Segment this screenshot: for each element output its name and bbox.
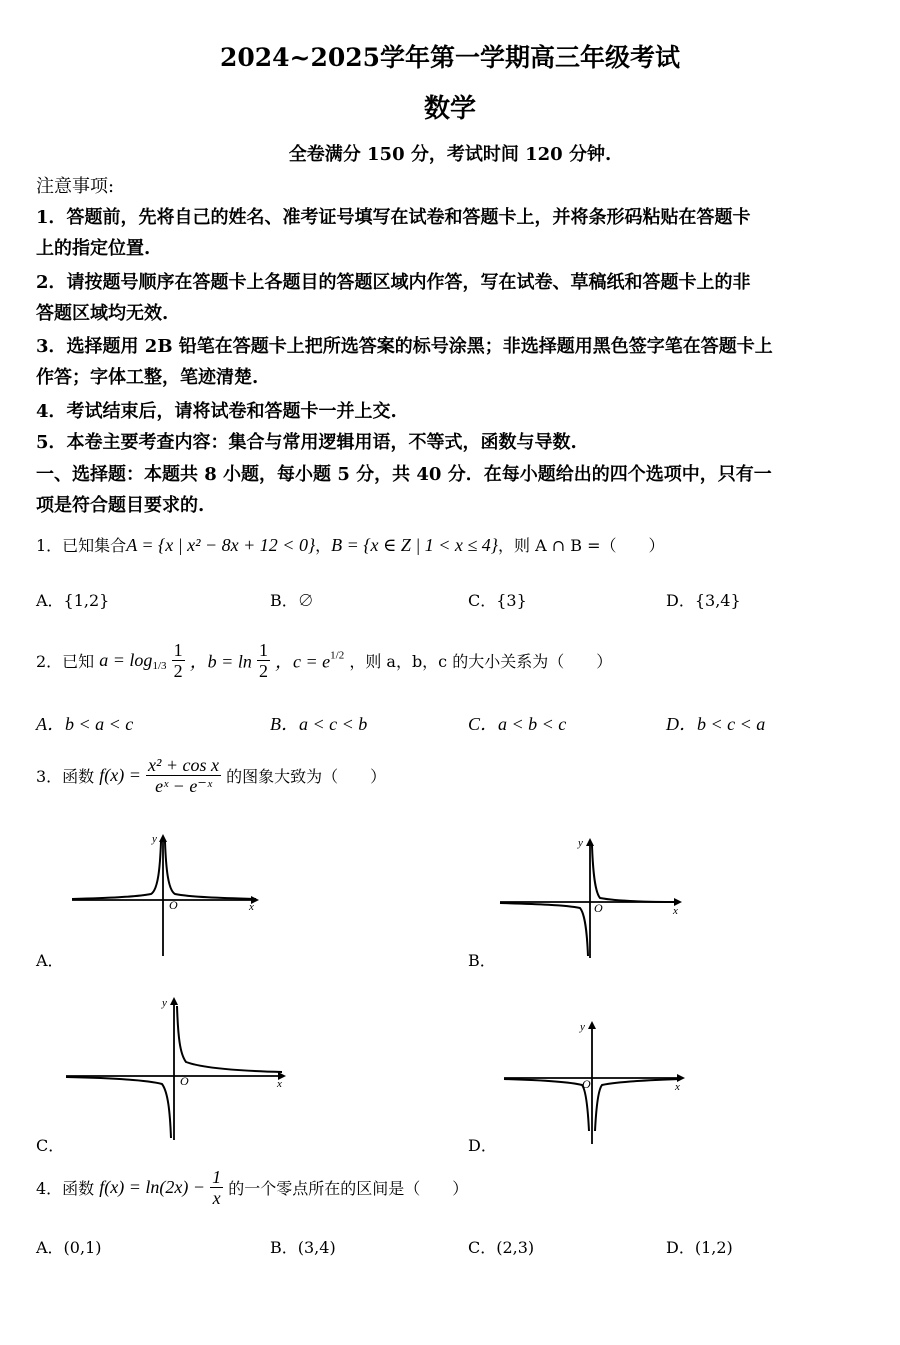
q3-option-b[interactable]: B．	[468, 951, 496, 970]
q1-option-c[interactable]: C．{3}	[468, 591, 527, 610]
note-3-line-2: 作答；字体工整，笔迹清楚.	[36, 367, 259, 388]
question-1	[36, 533, 664, 556]
note-2-line-1: 2．请按题号顺序在答题卡上各题目的答题区域内作答，写在试卷、草稿纸和答题卡上的非	[36, 272, 751, 293]
question-2	[36, 640, 612, 690]
note-3-line-1: 3．选择题用 2B 铅笔在答题卡上把所选答案的标号涂黑；非选择题用黑色签字笔在答题卡上	[36, 336, 773, 357]
q2-a-num: 1	[173, 640, 183, 660]
origin-label: O	[582, 1077, 591, 1091]
y-label: y	[580, 1021, 585, 1033]
y-axis-arrow	[170, 997, 178, 1005]
q4-denominator: x	[212, 1188, 221, 1208]
q2-prefix: 2．已知	[36, 652, 95, 671]
exam-title: 2024~2025学年第一学期高三年级考试	[219, 43, 681, 72]
q2-a-expr: a = log	[99, 650, 153, 670]
q1-set-a: A = {x | x² − 8x + 12 < 0}	[126, 535, 316, 555]
q3-graph-b[interactable]	[496, 832, 696, 962]
note-5: 5．本卷主要考查内容：集合与常用逻辑用语，不等式，函数与导数.	[36, 432, 577, 453]
question-4	[36, 1167, 468, 1217]
q4-suffix: 的一个零点所在的区间是（ ）	[228, 1179, 469, 1198]
origin-label: O	[180, 1074, 189, 1088]
y-axis-arrow	[588, 1021, 596, 1029]
q2-b-expr: ，b = ln	[189, 651, 252, 672]
q3-suffix: 的图象大致为（ ）	[226, 767, 387, 786]
y-axis-arrow	[159, 834, 167, 842]
q3-denominator: eˣ − e⁻ˣ	[155, 776, 212, 796]
q2-suffix: ，则 a，b，c 的大小关系为（ ）	[349, 652, 613, 671]
q4-option-c[interactable]: C．(2,3)	[468, 1238, 535, 1257]
q3-option-a[interactable]: A．	[36, 951, 64, 970]
q2-a-den: 2	[173, 661, 183, 681]
q1-option-a[interactable]: A．{1,2}	[36, 591, 110, 610]
q4-fraction	[210, 1167, 223, 1208]
q2-option-a[interactable]: A．b < a < c	[36, 714, 134, 734]
q1-separator: ，	[315, 536, 332, 555]
q3-option-d[interactable]: D．	[468, 1136, 497, 1155]
q4-numerator: 1	[212, 1167, 222, 1187]
q3-graph-a[interactable]	[66, 828, 266, 958]
q2-b-num: 1	[258, 640, 268, 660]
q4-prefix: 4．函数	[36, 1179, 95, 1198]
q3-fraction	[146, 755, 221, 796]
section-heading-line-1: 一、选择题：本题共 8 小题，每小题 5 分，共 40 分．在每小题给出的四个选项中，只有一	[36, 464, 772, 485]
x-label: x	[277, 1078, 282, 1090]
q2-b-den: 2	[258, 661, 268, 681]
x-label: x	[675, 1081, 680, 1093]
y-axis-arrow	[586, 838, 594, 846]
origin-label: O	[594, 901, 603, 915]
q2-log-base: 1/3	[152, 660, 167, 673]
q3-numerator: x² + cos x	[148, 755, 220, 775]
x-label: x	[249, 901, 254, 913]
q2-option-d[interactable]: D．b < c < a	[666, 714, 766, 734]
q2-c-exponent: 1/2	[330, 649, 345, 662]
y-label: y	[578, 837, 583, 849]
q4-option-a[interactable]: A．(0,1)	[36, 1238, 102, 1257]
q2-a-fraction	[172, 640, 185, 681]
note-2-line-2: 答题区域均无效.	[36, 303, 169, 324]
q1-set-b: B = {x ∈ Z | 1 < x ≤ 4}	[331, 535, 498, 555]
q1-prefix: 1．已知集合	[36, 536, 127, 555]
y-label: y	[152, 833, 157, 845]
origin-label: O	[169, 898, 178, 912]
y-label: y	[162, 997, 167, 1009]
q3-graph-d[interactable]	[500, 1016, 696, 1146]
full-mark-info: 全卷满分 150 分，考试时间 120 分钟.	[288, 144, 612, 165]
q4-function-name: f(x) = ln(2x) −	[99, 1177, 206, 1197]
note-1-line-1: 1．答题前，先将自己的姓名、准考证号填写在试卷和答题卡上，并将条形码粘贴在答题卡	[36, 207, 751, 228]
q2-c-expr: ，c = e	[275, 651, 331, 672]
q3-function-name: f(x) =	[99, 765, 141, 785]
q1-ask: ，则 A ∩ B =（ ）	[498, 536, 665, 555]
q2-b-fraction	[257, 640, 270, 681]
graph-b-curve	[500, 846, 678, 956]
notes-heading: 注意事项:	[36, 176, 115, 197]
q3-prefix: 3．函数	[36, 767, 95, 786]
note-1-line-2: 上的指定位置.	[36, 238, 151, 259]
note-4: 4．考试结束后，请将试卷和答题卡一并上交.	[36, 401, 397, 422]
q2-option-b[interactable]: B．a < c < b	[270, 714, 368, 734]
q2-option-c[interactable]: C．a < b < c	[468, 714, 567, 734]
section-heading-line-2: 项是符合题目要求的.	[36, 495, 205, 516]
x-label: x	[673, 905, 678, 917]
q3-option-c[interactable]: C．	[36, 1136, 65, 1155]
q1-option-b[interactable]: B．∅	[270, 591, 314, 610]
q1-option-d[interactable]: D．{3,4}	[666, 591, 741, 610]
q4-option-d[interactable]: D．(1,2)	[666, 1238, 733, 1257]
q4-option-b[interactable]: B．(3,4)	[270, 1238, 336, 1257]
subject-title: 数学	[423, 94, 476, 124]
question-3	[36, 755, 386, 805]
q3-graph-c[interactable]	[62, 992, 292, 1142]
graph-a-curve	[72, 842, 256, 899]
